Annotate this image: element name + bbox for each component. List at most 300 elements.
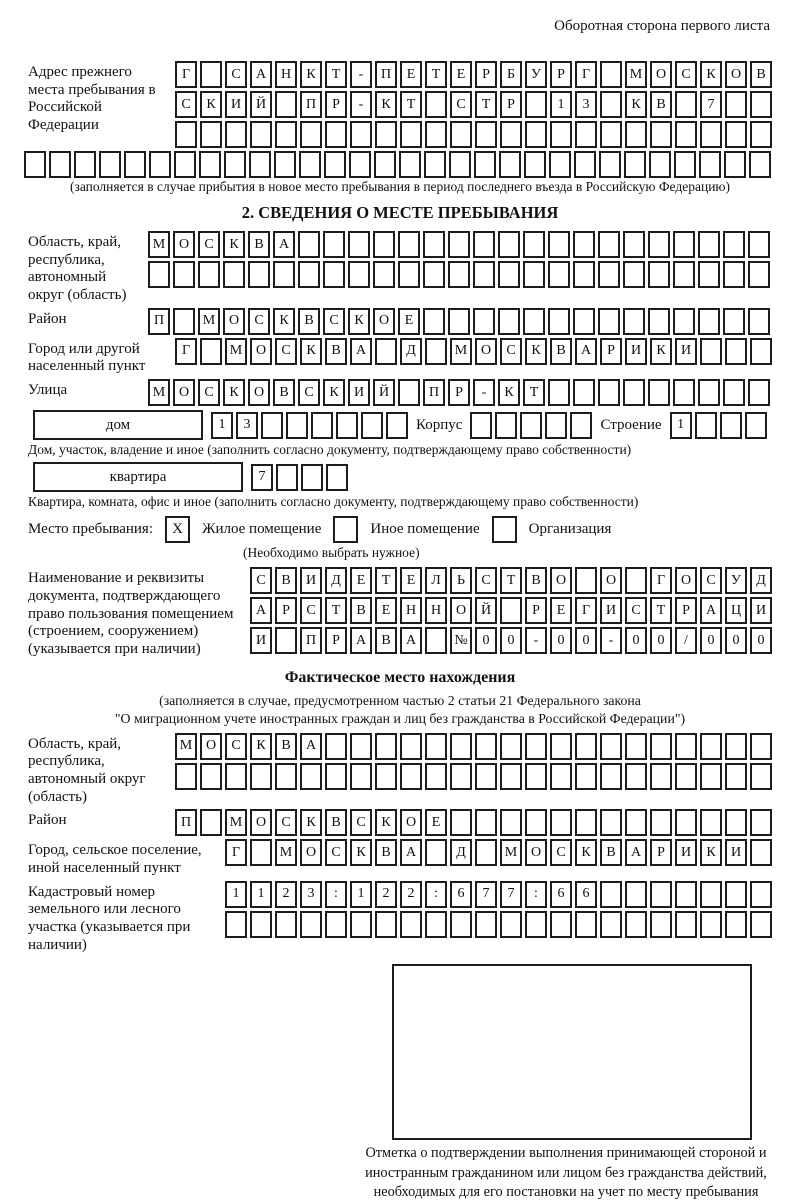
kvartira-type-box[interactable]: квартира	[33, 462, 243, 492]
char-cell[interactable]	[725, 763, 747, 790]
char-cell[interactable]	[425, 763, 447, 790]
char-cell[interactable]	[374, 151, 396, 178]
char-cell[interactable]	[399, 151, 421, 178]
char-cell[interactable]	[700, 733, 722, 760]
char-cell[interactable]: 0	[725, 627, 747, 654]
char-cell[interactable]	[175, 763, 197, 790]
char-cell[interactable]	[650, 881, 672, 908]
char-cell[interactable]: С	[198, 231, 220, 258]
char-cell[interactable]	[375, 733, 397, 760]
char-cell[interactable]: А	[400, 627, 422, 654]
char-cell[interactable]	[276, 464, 298, 491]
char-cell[interactable]	[498, 231, 520, 258]
char-cell[interactable]: Т	[325, 61, 347, 88]
char-cell[interactable]	[695, 412, 717, 439]
char-cell[interactable]	[199, 151, 221, 178]
char-cell[interactable]	[520, 412, 542, 439]
char-cell[interactable]	[325, 121, 347, 148]
char-cell[interactable]: О	[525, 839, 547, 866]
char-cell[interactable]: 3	[300, 881, 322, 908]
char-cell[interactable]	[575, 911, 597, 938]
char-cell[interactable]	[673, 231, 695, 258]
char-cell[interactable]	[398, 261, 420, 288]
char-cell[interactable]	[725, 338, 747, 365]
char-cell[interactable]: К	[250, 733, 272, 760]
char-cell[interactable]	[473, 261, 495, 288]
char-cell[interactable]: Й	[475, 597, 497, 624]
char-cell[interactable]	[474, 151, 496, 178]
char-cell[interactable]: О	[600, 567, 622, 594]
char-cell[interactable]: О	[223, 308, 245, 335]
char-cell[interactable]	[400, 911, 422, 938]
char-cell[interactable]	[750, 881, 772, 908]
char-cell[interactable]	[175, 121, 197, 148]
char-cell[interactable]	[24, 151, 46, 178]
char-cell[interactable]: С	[248, 308, 270, 335]
char-cell[interactable]	[448, 308, 470, 335]
char-cell[interactable]: М	[225, 338, 247, 365]
char-cell[interactable]	[623, 379, 645, 406]
char-cell[interactable]	[648, 231, 670, 258]
char-cell[interactable]	[750, 911, 772, 938]
char-cell[interactable]	[425, 121, 447, 148]
char-cell[interactable]	[575, 121, 597, 148]
char-cell[interactable]	[349, 151, 371, 178]
char-cell[interactable]: Й	[250, 91, 272, 118]
char-cell[interactable]	[323, 231, 345, 258]
char-cell[interactable]	[675, 733, 697, 760]
char-cell[interactable]	[674, 151, 696, 178]
char-cell[interactable]: Р	[448, 379, 470, 406]
char-cell[interactable]: О	[550, 567, 572, 594]
char-cell[interactable]: У	[725, 567, 747, 594]
char-cell[interactable]	[301, 464, 323, 491]
char-cell[interactable]	[149, 151, 171, 178]
char-cell[interactable]	[700, 881, 722, 908]
char-cell[interactable]	[750, 763, 772, 790]
char-cell[interactable]: В	[275, 733, 297, 760]
char-cell[interactable]: К	[525, 338, 547, 365]
char-cell[interactable]: :	[525, 881, 547, 908]
char-cell[interactable]: К	[223, 231, 245, 258]
char-cell[interactable]	[336, 412, 358, 439]
char-cell[interactable]: Р	[525, 597, 547, 624]
char-cell[interactable]: К	[650, 338, 672, 365]
char-cell[interactable]: 1	[211, 412, 233, 439]
char-cell[interactable]	[573, 308, 595, 335]
char-cell[interactable]	[200, 809, 222, 836]
char-cell[interactable]	[725, 733, 747, 760]
char-cell[interactable]	[448, 261, 470, 288]
char-cell[interactable]	[275, 627, 297, 654]
char-cell[interactable]: -	[350, 91, 372, 118]
char-cell[interactable]: В	[298, 308, 320, 335]
char-cell[interactable]: В	[550, 338, 572, 365]
char-cell[interactable]	[373, 231, 395, 258]
char-cell[interactable]	[750, 338, 772, 365]
char-cell[interactable]: С	[475, 567, 497, 594]
char-cell[interactable]: М	[625, 61, 647, 88]
char-cell[interactable]: У	[525, 61, 547, 88]
char-cell[interactable]	[550, 121, 572, 148]
char-cell[interactable]: И	[225, 91, 247, 118]
char-cell[interactable]	[500, 597, 522, 624]
char-cell[interactable]: В	[248, 231, 270, 258]
char-cell[interactable]	[500, 733, 522, 760]
char-cell[interactable]: 2	[275, 881, 297, 908]
char-cell[interactable]	[725, 881, 747, 908]
char-cell[interactable]: С	[323, 308, 345, 335]
char-cell[interactable]: К	[348, 308, 370, 335]
char-cell[interactable]: Г	[650, 567, 672, 594]
checkbox-inoe[interactable]	[333, 516, 358, 543]
char-cell[interactable]: Е	[400, 567, 422, 594]
char-cell[interactable]	[673, 308, 695, 335]
char-cell[interactable]: О	[450, 597, 472, 624]
char-cell[interactable]: И	[348, 379, 370, 406]
char-cell[interactable]: Т	[400, 91, 422, 118]
char-cell[interactable]: И	[625, 338, 647, 365]
char-cell[interactable]	[475, 911, 497, 938]
char-cell[interactable]: -	[473, 379, 495, 406]
char-cell[interactable]	[525, 809, 547, 836]
char-cell[interactable]	[325, 763, 347, 790]
char-cell[interactable]	[625, 763, 647, 790]
char-cell[interactable]	[250, 121, 272, 148]
char-cell[interactable]	[723, 308, 745, 335]
char-cell[interactable]: К	[575, 839, 597, 866]
checkbox-organizatsiya[interactable]	[492, 516, 517, 543]
char-cell[interactable]	[550, 911, 572, 938]
char-cell[interactable]	[573, 261, 595, 288]
char-cell[interactable]	[475, 839, 497, 866]
char-cell[interactable]: О	[725, 61, 747, 88]
char-cell[interactable]: С	[298, 379, 320, 406]
char-cell[interactable]: Р	[325, 91, 347, 118]
char-cell[interactable]	[298, 231, 320, 258]
char-cell[interactable]: Р	[325, 627, 347, 654]
char-cell[interactable]: Ц	[725, 597, 747, 624]
char-cell[interactable]	[573, 379, 595, 406]
char-cell[interactable]: М	[175, 733, 197, 760]
char-cell[interactable]: М	[148, 379, 170, 406]
char-cell[interactable]: М	[148, 231, 170, 258]
char-cell[interactable]: К	[498, 379, 520, 406]
dom-type-box[interactable]: дом	[33, 410, 203, 440]
char-cell[interactable]	[223, 261, 245, 288]
char-cell[interactable]	[361, 412, 383, 439]
char-cell[interactable]	[675, 121, 697, 148]
char-cell[interactable]: Т	[475, 91, 497, 118]
char-cell[interactable]	[600, 881, 622, 908]
char-cell[interactable]: Т	[375, 567, 397, 594]
char-cell[interactable]	[723, 379, 745, 406]
char-cell[interactable]	[575, 567, 597, 594]
char-cell[interactable]	[625, 809, 647, 836]
char-cell[interactable]: В	[525, 567, 547, 594]
char-cell[interactable]	[623, 308, 645, 335]
char-cell[interactable]: Т	[650, 597, 672, 624]
char-cell[interactable]	[375, 911, 397, 938]
char-cell[interactable]	[550, 763, 572, 790]
char-cell[interactable]	[500, 121, 522, 148]
char-cell[interactable]	[200, 338, 222, 365]
char-cell[interactable]	[275, 121, 297, 148]
char-cell[interactable]: Д	[750, 567, 772, 594]
char-cell[interactable]	[745, 412, 767, 439]
char-cell[interactable]	[248, 261, 270, 288]
char-cell[interactable]	[599, 151, 621, 178]
char-cell[interactable]	[273, 261, 295, 288]
char-cell[interactable]: И	[725, 839, 747, 866]
char-cell[interactable]	[375, 121, 397, 148]
char-cell[interactable]	[200, 61, 222, 88]
char-cell[interactable]	[225, 121, 247, 148]
char-cell[interactable]	[400, 733, 422, 760]
char-cell[interactable]: Н	[400, 597, 422, 624]
char-cell[interactable]: 7	[500, 881, 522, 908]
char-cell[interactable]	[750, 809, 772, 836]
char-cell[interactable]: С	[350, 809, 372, 836]
char-cell[interactable]	[425, 733, 447, 760]
char-cell[interactable]	[350, 733, 372, 760]
char-cell[interactable]: О	[475, 338, 497, 365]
char-cell[interactable]: О	[173, 379, 195, 406]
char-cell[interactable]: 3	[575, 91, 597, 118]
char-cell[interactable]	[450, 911, 472, 938]
char-cell[interactable]	[675, 881, 697, 908]
char-cell[interactable]	[750, 91, 772, 118]
char-cell[interactable]: В	[375, 839, 397, 866]
char-cell[interactable]: Р	[475, 61, 497, 88]
char-cell[interactable]	[124, 151, 146, 178]
char-cell[interactable]: Т	[523, 379, 545, 406]
char-cell[interactable]: О	[248, 379, 270, 406]
char-cell[interactable]: А	[250, 61, 272, 88]
char-cell[interactable]	[348, 231, 370, 258]
char-cell[interactable]	[600, 809, 622, 836]
char-cell[interactable]: Н	[425, 597, 447, 624]
char-cell[interactable]	[326, 464, 348, 491]
char-cell[interactable]	[325, 911, 347, 938]
char-cell[interactable]	[299, 151, 321, 178]
char-cell[interactable]: А	[700, 597, 722, 624]
char-cell[interactable]	[523, 261, 545, 288]
char-cell[interactable]: П	[375, 61, 397, 88]
char-cell[interactable]	[173, 308, 195, 335]
char-cell[interactable]: 0	[650, 627, 672, 654]
char-cell[interactable]: С	[225, 733, 247, 760]
char-cell[interactable]	[275, 911, 297, 938]
char-cell[interactable]	[600, 121, 622, 148]
char-cell[interactable]	[425, 627, 447, 654]
char-cell[interactable]	[623, 231, 645, 258]
char-cell[interactable]: К	[223, 379, 245, 406]
char-cell[interactable]	[386, 412, 408, 439]
char-cell[interactable]: А	[350, 338, 372, 365]
char-cell[interactable]: О	[373, 308, 395, 335]
char-cell[interactable]: П	[300, 627, 322, 654]
char-cell[interactable]	[475, 809, 497, 836]
char-cell[interactable]: К	[300, 809, 322, 836]
char-cell[interactable]: 3	[236, 412, 258, 439]
char-cell[interactable]: 0	[575, 627, 597, 654]
char-cell[interactable]	[650, 809, 672, 836]
char-cell[interactable]: О	[650, 61, 672, 88]
char-cell[interactable]	[250, 839, 272, 866]
char-cell[interactable]	[600, 763, 622, 790]
char-cell[interactable]: 7	[251, 464, 273, 491]
char-cell[interactable]	[723, 261, 745, 288]
char-cell[interactable]	[625, 911, 647, 938]
char-cell[interactable]: А	[300, 733, 322, 760]
char-cell[interactable]	[549, 151, 571, 178]
char-cell[interactable]	[300, 763, 322, 790]
char-cell[interactable]	[548, 308, 570, 335]
char-cell[interactable]	[250, 911, 272, 938]
char-cell[interactable]	[748, 231, 770, 258]
char-cell[interactable]	[473, 231, 495, 258]
char-cell[interactable]	[673, 261, 695, 288]
char-cell[interactable]: Д	[450, 839, 472, 866]
char-cell[interactable]: Н	[275, 61, 297, 88]
char-cell[interactable]	[475, 733, 497, 760]
char-cell[interactable]: П	[148, 308, 170, 335]
char-cell[interactable]: 0	[550, 627, 572, 654]
char-cell[interactable]	[699, 151, 721, 178]
char-cell[interactable]: 2	[400, 881, 422, 908]
char-cell[interactable]	[625, 567, 647, 594]
char-cell[interactable]	[598, 379, 620, 406]
char-cell[interactable]	[473, 308, 495, 335]
char-cell[interactable]	[725, 91, 747, 118]
char-cell[interactable]: 2	[375, 881, 397, 908]
char-cell[interactable]	[600, 61, 622, 88]
char-cell[interactable]: В	[325, 338, 347, 365]
char-cell[interactable]	[548, 231, 570, 258]
char-cell[interactable]: К	[700, 839, 722, 866]
char-cell[interactable]	[398, 379, 420, 406]
char-cell[interactable]	[249, 151, 271, 178]
char-cell[interactable]: Б	[500, 61, 522, 88]
char-cell[interactable]: Е	[398, 308, 420, 335]
char-cell[interactable]	[723, 231, 745, 258]
char-cell[interactable]: Г	[175, 338, 197, 365]
char-cell[interactable]	[548, 261, 570, 288]
char-cell[interactable]: О	[173, 231, 195, 258]
char-cell[interactable]: 1	[670, 412, 692, 439]
char-cell[interactable]: С	[275, 809, 297, 836]
char-cell[interactable]	[495, 412, 517, 439]
char-cell[interactable]: С	[450, 91, 472, 118]
char-cell[interactable]: -	[525, 627, 547, 654]
char-cell[interactable]	[224, 151, 246, 178]
char-cell[interactable]	[225, 911, 247, 938]
char-cell[interactable]	[675, 809, 697, 836]
char-cell[interactable]	[423, 308, 445, 335]
char-cell[interactable]: К	[350, 839, 372, 866]
char-cell[interactable]	[274, 151, 296, 178]
char-cell[interactable]: К	[375, 809, 397, 836]
char-cell[interactable]	[698, 308, 720, 335]
char-cell[interactable]: Е	[400, 61, 422, 88]
char-cell[interactable]: С	[550, 839, 572, 866]
char-cell[interactable]: Е	[425, 809, 447, 836]
char-cell[interactable]: 0	[700, 627, 722, 654]
char-cell[interactable]: 1	[225, 881, 247, 908]
char-cell[interactable]	[425, 91, 447, 118]
char-cell[interactable]	[523, 308, 545, 335]
char-cell[interactable]	[323, 261, 345, 288]
char-cell[interactable]: Е	[550, 597, 572, 624]
char-cell[interactable]: А	[273, 231, 295, 258]
char-cell[interactable]	[575, 809, 597, 836]
char-cell[interactable]: Г	[575, 61, 597, 88]
char-cell[interactable]	[298, 261, 320, 288]
char-cell[interactable]: В	[325, 809, 347, 836]
char-cell[interactable]: С	[198, 379, 220, 406]
char-cell[interactable]: Е	[350, 567, 372, 594]
char-cell[interactable]	[311, 412, 333, 439]
char-cell[interactable]: В	[275, 567, 297, 594]
char-cell[interactable]	[74, 151, 96, 178]
char-cell[interactable]	[398, 231, 420, 258]
char-cell[interactable]	[173, 261, 195, 288]
char-cell[interactable]: №	[450, 627, 472, 654]
char-cell[interactable]	[650, 763, 672, 790]
char-cell[interactable]	[649, 151, 671, 178]
char-cell[interactable]: Р	[675, 597, 697, 624]
char-cell[interactable]	[600, 733, 622, 760]
char-cell[interactable]	[698, 261, 720, 288]
char-cell[interactable]	[650, 121, 672, 148]
char-cell[interactable]	[725, 121, 747, 148]
char-cell[interactable]: 0	[750, 627, 772, 654]
char-cell[interactable]: П	[300, 91, 322, 118]
char-cell[interactable]	[700, 911, 722, 938]
char-cell[interactable]	[675, 91, 697, 118]
char-cell[interactable]: И	[600, 597, 622, 624]
char-cell[interactable]	[624, 151, 646, 178]
char-cell[interactable]	[748, 308, 770, 335]
char-cell[interactable]	[250, 763, 272, 790]
char-cell[interactable]	[524, 151, 546, 178]
char-cell[interactable]	[700, 809, 722, 836]
char-cell[interactable]: 0	[475, 627, 497, 654]
char-cell[interactable]: И	[250, 627, 272, 654]
char-cell[interactable]: И	[675, 839, 697, 866]
char-cell[interactable]	[373, 261, 395, 288]
char-cell[interactable]	[448, 231, 470, 258]
char-cell[interactable]: 0	[500, 627, 522, 654]
char-cell[interactable]: 1	[350, 881, 372, 908]
char-cell[interactable]: Т	[325, 597, 347, 624]
char-cell[interactable]: К	[200, 91, 222, 118]
char-cell[interactable]	[598, 231, 620, 258]
char-cell[interactable]	[450, 733, 472, 760]
char-cell[interactable]: И	[750, 597, 772, 624]
char-cell[interactable]: 7	[700, 91, 722, 118]
char-cell[interactable]: П	[423, 379, 445, 406]
char-cell[interactable]: В	[750, 61, 772, 88]
char-cell[interactable]: 1	[550, 91, 572, 118]
char-cell[interactable]	[470, 412, 492, 439]
char-cell[interactable]: М	[225, 809, 247, 836]
char-cell[interactable]: А	[350, 627, 372, 654]
char-cell[interactable]: С	[675, 61, 697, 88]
char-cell[interactable]: К	[300, 338, 322, 365]
char-cell[interactable]	[724, 151, 746, 178]
